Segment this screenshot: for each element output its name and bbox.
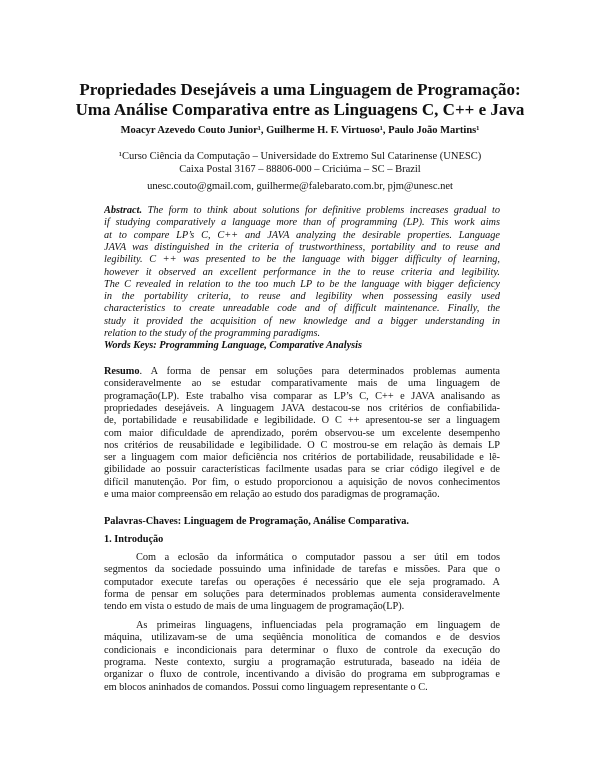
abstract-keywords: Words Keys: Programming Language, Comparative Analysis — [104, 340, 363, 352]
author-emails: unesc.couto@gmail.com, guilherme@falebarato.com.br, pjm@unesc.net — [147, 181, 453, 192]
intro-paragraph-2-line: organizar o fluxo de controle, incentivando a divisão do programa em subprogramas e — [104, 669, 500, 681]
resumo-line: consideravelmente ao se estudar comparativamente mais de uma linguagem de — [104, 378, 500, 390]
intro-paragraph-2-line: programa. Neste contexto, surgiu a programação estruturada, baseado na idéia de — [104, 656, 500, 668]
resumo-line: e uma maior compreensão em relação ao estudo dos paradigmas de programação. — [104, 489, 440, 500]
resumo-label: Resumo — [104, 366, 140, 377]
section-heading: 1. Introdução — [104, 534, 164, 545]
abstract-line: at to compare LP’s C, C++ and JAVA analyzing the desirable properties. Language — [104, 229, 500, 241]
intro-paragraph-2-line: em blocos aninhados de comandos. Possui como linguagem representante o C. — [104, 681, 428, 693]
intro-paragraph-1-line: Com a eclosão da informática o computador passou a ser útil em todos — [136, 552, 500, 563]
abstract-line: JAVA was distinguished in the criteria of trustworthiness, portability and to reuse and — [104, 241, 500, 253]
resumo-line: com maior dificuldade de aprendizado, porém observou-se um excelente desempenho — [104, 427, 500, 439]
abstract-line: legibility. C ++ was presented to be the language with bigger difficulty of learning, — [104, 254, 500, 266]
intro-paragraph-1-line: tendo em vista o estudo de mais de uma linguagem de programação(LP). — [104, 601, 405, 613]
abstract-line: study it provided the acquisition of new knowledge and a bigger understanding in — [104, 315, 500, 327]
resumo-line: de, portabilidade e reusabilidade e legibilidade. O C ++ apresentou-se ser a linguagem — [104, 415, 500, 427]
abstract-line: in the portability criteria, to reuse and legibility when possessing easily used — [104, 291, 500, 303]
abstract-line: The C revealed in relation to the too much LP to be the language with bigger deficiency — [104, 278, 500, 290]
paper-title-line-2: Uma Análise Comparativa entre as Linguagens C, C++ e Java — [75, 100, 525, 119]
paper-title-line-1: Propriedades Desejáveis a uma Linguagem de Programação: — [79, 80, 521, 99]
intro-paragraph-1-line: forma de pensar em soluções para determinados problemas aumenta consideravelmente — [104, 588, 500, 600]
abstract-label: Abstract. — [104, 205, 143, 216]
abstract-line: however it observed an excellent performance in the to reuse criteria and legibility. — [104, 266, 500, 278]
resumo-line: programação(LP). Este trabalho visa comparar as LP’s C, C++ e JAVA analisando as — [104, 390, 500, 402]
resumo-line: difícil manutenção. Por fim, o estudo proporcionou a aquisição de novos conhecimentos — [104, 476, 500, 488]
resumo-line: propriedades desejáveis. A linguagem JAVA destacou-se nos critérios de confiabilida- — [104, 402, 500, 414]
intro-paragraph-2-line: condicionais e incondicionais para determinar o fluxo de controle da execução do — [104, 644, 500, 656]
resumo-keywords: Palavras-Chaves: Linguagem de Programação, Análise Comparativa. — [104, 516, 409, 527]
resumo-line: Resumo. A forma de pensar em soluções para determinados problemas aumenta — [104, 366, 500, 377]
abstract-line: relation to the study of the programming paradigms. — [104, 328, 321, 339]
intro-paragraph-1-line: computador execute tarefas ou operações é necessário que ele seja programado. A — [104, 576, 500, 588]
abstract-line: Abstract. The form to think about solutions for definitive problems increases gradual to — [104, 205, 500, 216]
resumo-line: nos critérios de reusabilidade e legibilidade. O C mostrou-se em relação às demais LP — [104, 439, 500, 451]
affiliation-line-2: Caixa Postal 3167 – 88806-000 – Criciúma – SC – Brazil — [179, 164, 421, 175]
intro-paragraph-2-line: As primeiras linguagens, influenciadas pela programação em linguagem de — [136, 620, 500, 631]
resumo-line: ser a linguagem com maior deficiência nos critérios de portabilidade, reusabilidade e lê- — [104, 452, 500, 464]
abstract-line: characteristics to create unreadable code and of difficult maintenance. Finally, the — [104, 303, 500, 315]
abstract-line: if studying comparatively a language more than of programming (LP). This work aims — [104, 217, 500, 229]
authors: Moacyr Azevedo Couto Junior¹, Guilherme H. F. Virtuoso¹, Paulo João Martins¹ — [120, 125, 480, 136]
intro-paragraph-2-line: máquina, utilizavam-se de uma seqüência monolítica de comandos e de desvios — [104, 632, 500, 644]
intro-paragraph-1-line: segmentos da sociedade possuindo uma infinidade de tarefas e missões. Para que o — [104, 564, 500, 576]
resumo-line: gibilidade ao possuir características facilmente usadas para se criar código ilegível e de — [104, 464, 500, 476]
affiliation-line-1: ¹Curso Ciência da Computação – Universidade do Extremo Sul Catarinense (UNESC) — [118, 151, 482, 162]
